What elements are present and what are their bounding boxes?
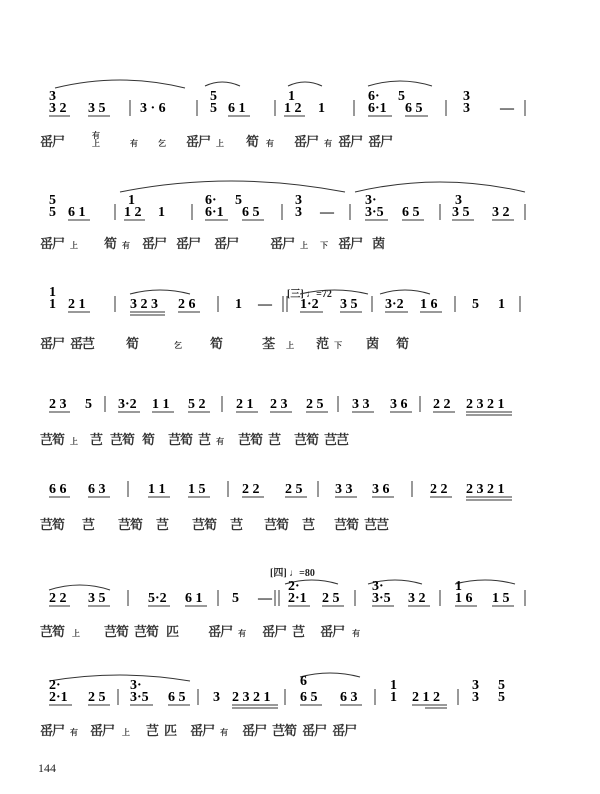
svg-text:6 3: 6 3 (88, 482, 106, 497)
svg-text:2 1 2: 2 1 2 (412, 690, 440, 705)
svg-text:5: 5 (210, 89, 217, 104)
svg-text:1 2: 1 2 (284, 101, 302, 116)
tab-glyph: 芑筍 (334, 517, 359, 532)
svg-text:2 1: 2 1 (236, 397, 254, 412)
svg-text:2 3: 2 3 (270, 397, 288, 412)
svg-text:5: 5 (85, 397, 92, 412)
svg-text:5: 5 (49, 205, 56, 220)
svg-text:1: 1 (158, 205, 165, 220)
tab-glyph: 䍃尸 (90, 723, 115, 738)
svg-text:3·2: 3·2 (385, 297, 404, 312)
svg-text:5: 5 (398, 89, 405, 104)
svg-text:3 6: 3 6 (390, 397, 408, 412)
svg-text:6·: 6· (368, 89, 380, 104)
tab-glyph: 䍃尸 (176, 236, 201, 251)
svg-text:3 2 3: 3 2 3 (130, 297, 158, 312)
tab-glyph: 芑 (268, 432, 281, 447)
page-number: 144 (38, 761, 56, 775)
tab-glyph: 筍 (142, 432, 155, 447)
svg-text:3·2: 3·2 (118, 397, 137, 412)
tab-glyph: 有 (130, 139, 139, 148)
tab-glyph: 有 (216, 437, 225, 446)
svg-text:2·: 2· (49, 678, 61, 693)
tab-glyph: 䍃尸 (320, 624, 345, 639)
tab-glyph: 芑筍 (40, 517, 65, 532)
svg-text:5: 5 (49, 193, 56, 208)
tab-glyph: 筍 (210, 336, 223, 351)
tab-glyph: 有 上 (92, 131, 101, 148)
svg-text:2·1: 2·1 (49, 690, 68, 705)
system-5-tablature (40, 507, 560, 531)
svg-text:2 2: 2 2 (49, 591, 67, 606)
tab-glyph: 有 (122, 241, 131, 250)
svg-text:6 5: 6 5 (405, 101, 423, 116)
tab-glyph: 䍃尸 (338, 134, 363, 149)
tab-glyph: 䍃尸 (142, 236, 167, 251)
system-1-tablature (40, 124, 560, 148)
tab-glyph: 䍃尸 (368, 134, 393, 149)
tab-glyph: 芑筍 (40, 432, 65, 447)
svg-text:3: 3 (463, 89, 470, 104)
tab-glyph: 䍃尸 (40, 236, 65, 251)
tab-glyph: 上 (72, 629, 81, 638)
svg-text:3 5: 3 5 (340, 297, 358, 312)
svg-text:3·5: 3·5 (365, 205, 384, 220)
tab-glyph: 䍃尸 (332, 723, 357, 738)
svg-text:6·1: 6·1 (205, 205, 224, 220)
svg-text:2 5: 2 5 (322, 591, 340, 606)
svg-text:1 1: 1 1 (152, 397, 170, 412)
svg-text:2 2: 2 2 (433, 397, 451, 412)
svg-text:3: 3 (213, 690, 220, 705)
svg-text:2 3: 2 3 (49, 397, 67, 412)
tab-glyph: 芑 (146, 723, 159, 738)
svg-text:1 6: 1 6 (420, 297, 438, 312)
tab-glyph: 上 (216, 139, 225, 148)
svg-text:3: 3 (295, 193, 302, 208)
svg-text:2 6: 2 6 (178, 297, 196, 312)
tab-glyph: 芑筍 (110, 432, 135, 447)
svg-text:—: — (258, 297, 272, 312)
tab-glyph: 有 (324, 139, 333, 148)
svg-text:2 3 2 1: 2 3 2 1 (466, 482, 505, 497)
tab-glyph: 䍃尸 (270, 236, 295, 251)
tab-glyph: 有 (352, 629, 361, 638)
tab-glyph: 荃 (262, 336, 275, 351)
svg-text:6 3: 6 3 (340, 690, 358, 705)
svg-text:2 2: 2 2 (430, 482, 448, 497)
tab-glyph: 有 (220, 728, 229, 737)
tab-glyph: 芑 (156, 517, 169, 532)
system-2-tablature (40, 226, 560, 250)
system-3 (0, 282, 600, 392)
tab-glyph: 䍃尸 (338, 236, 363, 251)
tab-glyph: 䍃尸 (208, 624, 233, 639)
tab-glyph: 䍃芑 (70, 336, 95, 351)
svg-text:1: 1 (49, 285, 56, 300)
svg-text:6 1: 6 1 (185, 591, 203, 606)
svg-text:1: 1 (49, 297, 56, 312)
tab-glyph: 䍃尸 (294, 134, 319, 149)
svg-text:3: 3 (472, 690, 479, 705)
svg-text:2 3 2 1: 2 3 2 1 (466, 397, 505, 412)
svg-text:1 5: 1 5 (492, 591, 510, 606)
svg-text:3 2: 3 2 (408, 591, 426, 606)
tab-glyph: 上 (286, 341, 295, 350)
tab-glyph: 茵 (366, 336, 379, 351)
svg-text:3·: 3· (365, 193, 377, 208)
svg-text:5: 5 (232, 591, 239, 606)
svg-text:3·5: 3·5 (372, 591, 391, 606)
system-2 (0, 178, 600, 288)
svg-text:6: 6 (300, 674, 307, 689)
svg-text:5: 5 (210, 101, 217, 116)
svg-text:1: 1 (235, 297, 242, 312)
svg-text:1: 1 (288, 89, 295, 104)
svg-text:1 6: 1 6 (455, 591, 473, 606)
tab-glyph: 䍃尸 (186, 134, 211, 149)
tab-glyph: 芑芑 (364, 517, 389, 532)
svg-text:3·5: 3·5 (130, 690, 149, 705)
svg-text:3 6: 3 6 (372, 482, 390, 497)
tab-glyph: 芑筍 (294, 432, 319, 447)
tab-glyph: 芑筍 (104, 624, 129, 639)
tab-glyph: 䍃尸 (40, 723, 65, 738)
tab-glyph: 芑芑 (324, 432, 349, 447)
tab-glyph: 䍃尸 (242, 723, 267, 738)
svg-text:3 3: 3 3 (352, 397, 370, 412)
tab-glyph: 芑 (230, 517, 243, 532)
tab-glyph: 上 (70, 241, 79, 250)
svg-text:5: 5 (472, 297, 479, 312)
system-7-tablature (40, 713, 560, 737)
tab-glyph: 芑 (198, 432, 211, 447)
svg-text:—: — (258, 591, 272, 606)
section-4-mark: [四] (270, 568, 287, 579)
tab-glyph: 芑筍 (168, 432, 193, 447)
tab-glyph: 有 (70, 728, 79, 737)
tab-glyph: 上 (300, 241, 309, 250)
svg-text:3 · 6: 3 · 6 (140, 101, 166, 116)
tab-glyph: 芑筍 (40, 624, 65, 639)
tab-glyph: 乞 (174, 341, 183, 350)
svg-text:6 5: 6 5 (402, 205, 420, 220)
svg-text:3: 3 (463, 101, 470, 116)
svg-text:5: 5 (498, 678, 505, 693)
svg-text:6 5: 6 5 (300, 690, 318, 705)
tab-glyph: 范 (316, 336, 329, 351)
svg-text:3 5: 3 5 (88, 591, 106, 606)
svg-text:2 5: 2 5 (306, 397, 324, 412)
tab-glyph: 上 (70, 437, 79, 446)
tab-glyph: 芑筍 (238, 432, 263, 447)
tab-glyph: 下 (334, 341, 343, 350)
tab-glyph: 下 (320, 241, 329, 250)
svg-text:1: 1 (390, 678, 397, 693)
tab-glyph: 筍 (126, 336, 139, 351)
system-6-tablature (40, 614, 560, 638)
svg-text:—: — (500, 101, 514, 116)
svg-text:6 1: 6 1 (228, 101, 246, 116)
svg-text:3·: 3· (372, 579, 384, 594)
tab-glyph: 芑筍 (192, 517, 217, 532)
system-7 (0, 665, 600, 775)
system-6 (0, 570, 600, 680)
svg-text:1·2: 1·2 (300, 297, 319, 312)
svg-text:—: — (320, 205, 334, 220)
svg-text:6 6: 6 6 (49, 482, 67, 497)
svg-text:2 5: 2 5 (285, 482, 303, 497)
system-4-tablature (40, 422, 560, 446)
svg-text:2 2: 2 2 (242, 482, 260, 497)
section-3-mark: [三] (287, 289, 304, 300)
tab-glyph: 䍃尸 (262, 624, 287, 639)
tab-glyph: 筍 (104, 236, 117, 251)
system-1 (0, 78, 600, 188)
svg-text:6 5: 6 5 (168, 690, 186, 705)
svg-text:1 5: 1 5 (188, 482, 206, 497)
svg-text:2 5: 2 5 (88, 690, 106, 705)
tab-glyph: 有 (266, 139, 275, 148)
svg-text:1 2: 1 2 (124, 205, 142, 220)
tab-glyph: 匹 (166, 624, 179, 639)
svg-text:1 1: 1 1 (148, 482, 166, 497)
svg-text:2 3 2 1: 2 3 2 1 (232, 690, 271, 705)
svg-text:2·1: 2·1 (288, 591, 307, 606)
tab-glyph: 䍃尸 (40, 336, 65, 351)
svg-text:5: 5 (498, 690, 505, 705)
svg-text:6 5: 6 5 (242, 205, 260, 220)
system-3-tablature (40, 326, 560, 350)
tab-glyph: 䍃尸 (302, 723, 327, 738)
svg-text:3 5: 3 5 (452, 205, 470, 220)
tab-glyph: 芑筍 (118, 517, 143, 532)
tab-glyph: 筍 (396, 336, 409, 351)
svg-text:3: 3 (455, 193, 462, 208)
tab-glyph: 芑筍 (264, 517, 289, 532)
svg-text:1: 1 (390, 690, 397, 705)
svg-text:2·: 2· (288, 579, 300, 594)
tab-glyph: 䍃尸 (40, 134, 65, 149)
tab-glyph: 芑筍 (134, 624, 159, 639)
svg-text:3 3: 3 3 (335, 482, 353, 497)
tab-glyph: 筍 (246, 134, 259, 149)
svg-text:2 1: 2 1 (68, 297, 86, 312)
svg-text:3: 3 (49, 89, 56, 104)
svg-text:3·: 3· (130, 678, 142, 693)
section-3-tempo: ♩=72 (306, 289, 332, 300)
tab-glyph: 芑 (302, 517, 315, 532)
tab-glyph: 䍃尸 (214, 236, 239, 251)
svg-text:1: 1 (318, 101, 325, 116)
tab-glyph: 芑 (90, 432, 103, 447)
svg-text:3: 3 (472, 678, 479, 693)
tab-glyph: 上 (122, 728, 131, 737)
svg-text:6 1: 6 1 (68, 205, 86, 220)
tab-glyph: 乞 (158, 139, 167, 148)
system-5 (0, 473, 600, 583)
svg-text:5 2: 5 2 (188, 397, 206, 412)
svg-text:5: 5 (235, 193, 242, 208)
svg-text:1: 1 (455, 579, 462, 594)
section-4-tempo: ♩=80 (289, 568, 315, 579)
svg-text:6·: 6· (205, 193, 217, 208)
svg-text:1: 1 (128, 193, 135, 208)
tab-glyph: 匹 (164, 723, 177, 738)
svg-text:3 2: 3 2 (49, 101, 67, 116)
svg-text:3: 3 (295, 205, 302, 220)
svg-text:5·2: 5·2 (148, 591, 167, 606)
tab-glyph: 有 (238, 629, 247, 638)
tab-glyph: 芑筍 (272, 723, 297, 738)
svg-text:1: 1 (498, 297, 505, 312)
svg-text:6·1: 6·1 (368, 101, 387, 116)
tab-glyph: 芑 (82, 517, 95, 532)
svg-text:3 5: 3 5 (88, 101, 106, 116)
svg-text:3 2: 3 2 (492, 205, 510, 220)
tab-glyph: 䍃尸 (190, 723, 215, 738)
tab-glyph: 茵 (372, 236, 385, 251)
tab-glyph: 芑 (292, 624, 305, 639)
